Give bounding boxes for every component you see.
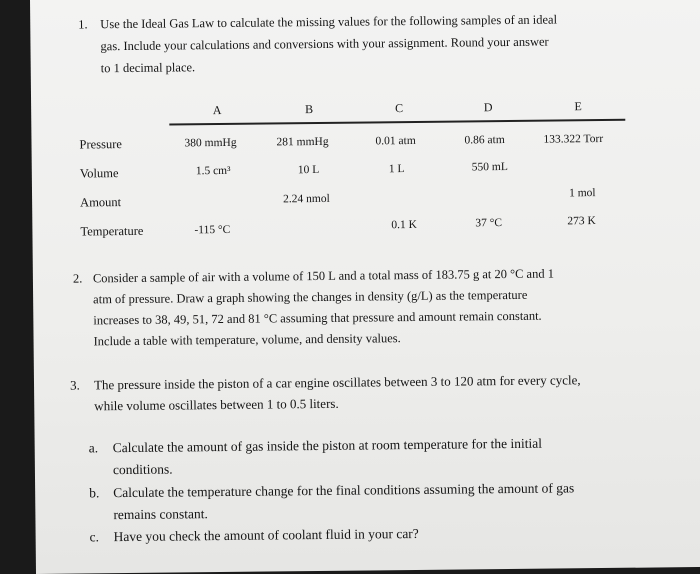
row-label-temperature: Temperature	[80, 223, 144, 239]
q2-number: 2.	[72, 271, 83, 286]
cell-pressure-c: 0.01 atm	[375, 134, 416, 148]
column-header-b: B	[305, 102, 314, 117]
q3-part-b-letter: b.	[89, 485, 100, 501]
q3-part-a-letter: a.	[88, 440, 99, 456]
worksheet-page	[30, 0, 700, 574]
q1-text-line-1: Use the Ideal Gas Law to calculate the missing values for the following samples of an ideal	[100, 12, 558, 32]
cell-pressure-d: 0.86 atm	[464, 134, 505, 147]
q3-part-b-line-1: Calculate the temperature change for the final conditions assuming the amount of gas	[113, 480, 575, 501]
q2-text-line-3: increases to 38, 49, 51, 72 and 81 °C assuming that pressure and amount remain constant.	[93, 308, 542, 328]
cell-pressure-b: 281 mmHg	[276, 135, 329, 149]
q3-text-line-1: The pressure inside the piston of a car engine oscillates between 3 to 120 atm for every cycle,	[93, 372, 581, 393]
cell-pressure-e: 133.322 Torr	[543, 133, 604, 146]
q2-text-line-2: atm of pressure. Draw a graph showing the changes in density (g/L) as the temperature	[93, 287, 528, 307]
cell-amount-b: 2.24 nmol	[283, 192, 330, 206]
q3-part-a-line-2: conditions.	[112, 461, 173, 478]
row-label-volume: Volume	[79, 166, 119, 181]
q2-text-line-4: Include a table with temperature, volume, and density values.	[93, 331, 401, 349]
cell-temperature-d: 37 °C	[475, 217, 503, 230]
cell-temperature-a: -115 °C	[194, 223, 231, 237]
q1-text-line-2: gas. Include your calculations and conversions with your assignment. Round your answer	[100, 34, 549, 54]
cell-temperature-c: 0.1 K	[391, 218, 418, 232]
q3-part-b-line-2: remains constant.	[113, 506, 208, 523]
q1-number: 1.	[78, 17, 88, 32]
column-header-e: E	[574, 99, 582, 114]
cell-amount-e: 1 mol	[568, 187, 596, 200]
cell-volume-a: 1.5 cm³	[195, 164, 231, 178]
column-header-d: D	[483, 100, 493, 115]
row-label-amount: Amount	[80, 195, 122, 210]
q2-text-line-1: Consider a sample of air with a volume of 150 L and a total mass of 183.75 g at 20 °C and 1	[92, 266, 555, 286]
column-header-c: C	[395, 101, 404, 116]
q3-part-c-line-1: Have you check the amount of coolant fluid in your car?	[113, 525, 419, 545]
table-header-rule	[169, 119, 625, 125]
row-label-pressure: Pressure	[79, 137, 122, 152]
q3-number: 3.	[69, 377, 80, 393]
q1-text-line-3: to 1 decimal place.	[100, 60, 196, 76]
cell-pressure-a: 380 mmHg	[184, 136, 237, 150]
cell-volume-b: 10 L	[297, 163, 320, 177]
q3-text-line-2: while volume oscillates between 1 to 0.5 liters.	[94, 395, 339, 414]
cell-temperature-e: 273 K	[567, 215, 596, 228]
q3-part-a-line-1: Calculate the amount of gas inside the piston at room temperature for the initial	[112, 435, 543, 456]
q3-part-c-letter: c.	[89, 529, 100, 545]
column-header-a: A	[212, 103, 222, 118]
cell-volume-d: 550 mL	[471, 161, 508, 174]
cell-volume-c: 1 L	[388, 163, 405, 176]
